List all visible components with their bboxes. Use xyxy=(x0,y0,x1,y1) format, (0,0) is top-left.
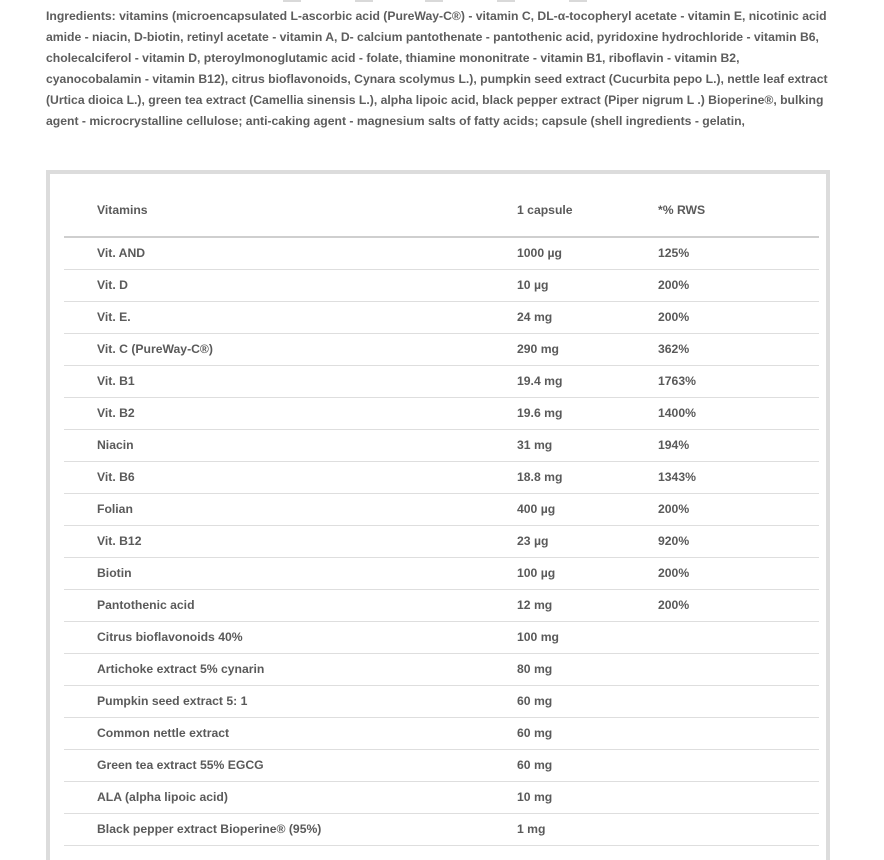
nutrition-table-frame xyxy=(46,170,830,860)
cell-nutrient: Pumpkin seed extract 5: 1 xyxy=(97,694,248,708)
table-row xyxy=(64,749,819,781)
table-row xyxy=(64,717,819,749)
cell-nutrient: Vit. B12 xyxy=(97,534,142,548)
table-row xyxy=(64,237,819,269)
table-row xyxy=(64,493,819,525)
cell-amount: 60 mg xyxy=(517,758,553,772)
tab-marker xyxy=(497,0,515,2)
cell-amount: 19.6 mg xyxy=(517,406,563,420)
table-row xyxy=(64,397,819,429)
cell-amount: 100 µg xyxy=(517,566,556,580)
table-row xyxy=(64,813,819,845)
cell-nutrient: Artichoke extract 5% cynarin xyxy=(97,662,265,676)
table-row xyxy=(64,301,819,333)
tab-marker xyxy=(355,0,373,2)
table-row xyxy=(64,685,819,717)
cell-rws xyxy=(658,621,819,653)
cell-rws: 200% xyxy=(658,502,690,516)
cell-nutrient: Vit. AND xyxy=(97,246,146,261)
cell-amount: 19.4 mg xyxy=(517,374,563,388)
cell-amount: 10 mg xyxy=(517,790,553,804)
table-row xyxy=(64,461,819,493)
tab-marker xyxy=(425,0,443,2)
cell-nutrient: Common nettle extract xyxy=(97,726,230,740)
ingredients-text: Ingredients: vitamins (microencapsulated L-ascorbic acid (PureWay-C®) - vitamin C, DL-α-tocopheryl acetate - vitamin E, nicotinic acid amide - niacin, D-biotin, retinyl acetate - vitamin A, D- calcium pantothenate - pantothenic acid, pyridoxine hydrochloride - vitamin B6, cholecalciferol - vitamin D, pteroylmonoglutamic acid - folate, thiamine mononitrate - vitamin B1, riboflavin - vitamin B2, cyanocobalamin - vitamin B12), citrus bioflavonoids, Cynara scolymus L.), pumpkin seed extract (Cucurbita pepo L.), nettle leaf extract (Urtica dioica L.), green tea extract (Camellia sinensis L.), alpha lipoic acid, black pepper extract (Piper nigrum L .) Bioperine®, bulking agent - microcrystalline cellulose; anti-caking agent - magnesium salts of fatty acids; capsule (shell ingredients - gelatin, xyxy=(46,9,828,128)
cell-amount: 290 mg xyxy=(517,342,560,356)
table-row xyxy=(64,781,819,813)
cell-nutrient: Vit. B2 xyxy=(97,406,135,420)
cell-rws: 200% xyxy=(658,598,690,612)
cell-nutrient: Vit. B6 xyxy=(97,470,135,484)
cell-rws xyxy=(658,813,819,845)
cell-rws xyxy=(658,653,819,685)
cell-amount: 1000 µg xyxy=(517,246,562,261)
cell-nutrient: Citrus bioflavonoids 40% xyxy=(97,630,243,644)
cell-nutrient: Niacin xyxy=(97,438,134,452)
cell-rws xyxy=(658,685,819,717)
table-row xyxy=(64,429,819,461)
cell-rws: 920% xyxy=(658,534,690,548)
cell-nutrient: Folian xyxy=(97,502,133,516)
cell-amount: 60 mg xyxy=(517,694,553,708)
cell-nutrient: Vit. D xyxy=(97,278,128,292)
cell-amount: 24 mg xyxy=(517,310,553,324)
cell-amount: 10 µg xyxy=(517,278,549,292)
cell-rws: 125% xyxy=(658,246,690,261)
cell-rws xyxy=(658,749,819,781)
table-row xyxy=(64,333,819,365)
table-row xyxy=(64,525,819,557)
cell-nutrient: Pantothenic acid xyxy=(97,598,195,612)
table-row xyxy=(64,589,819,621)
cell-rws: 1763% xyxy=(658,374,696,388)
table-row xyxy=(64,365,819,397)
cell-rws: 1400% xyxy=(658,406,696,420)
cell-rws: 194% xyxy=(658,438,690,452)
cell-amount: 23 µg xyxy=(517,534,549,548)
cell-rws: 200% xyxy=(658,310,690,324)
cell-amount: 60 mg xyxy=(517,726,553,740)
cell-rws: 362% xyxy=(658,342,690,356)
cell-nutrient: ALA (alpha lipoic acid) xyxy=(97,790,228,804)
table-body xyxy=(64,237,819,845)
cell-rws: 200% xyxy=(658,566,690,580)
cell-rws: 200% xyxy=(658,278,690,292)
header-per-capsule: 1 capsule xyxy=(517,203,573,217)
cell-amount: 18.8 mg xyxy=(517,470,563,484)
tab-marker xyxy=(569,0,587,2)
cell-amount: 80 mg xyxy=(517,662,553,676)
cell-amount: 1 mg xyxy=(517,822,546,836)
cell-nutrient: Green tea extract 55% EGCG xyxy=(97,758,264,772)
header-vitamins: Vitamins xyxy=(97,203,148,217)
cell-amount: 400 µg xyxy=(517,502,556,516)
table-header-row xyxy=(64,184,819,237)
cell-nutrient: Vit. E. xyxy=(97,310,131,324)
nutrition-table xyxy=(64,184,819,846)
cell-nutrient: Biotin xyxy=(97,566,132,580)
cell-rws xyxy=(658,717,819,749)
table-row xyxy=(64,621,819,653)
header-rws: *% RWS xyxy=(658,203,706,217)
table-row xyxy=(64,653,819,685)
cell-nutrient: Vit. C (PureWay-C®) xyxy=(97,342,213,356)
cell-amount: 31 mg xyxy=(517,438,553,452)
table-row xyxy=(64,557,819,589)
cell-rws xyxy=(658,781,819,813)
cell-nutrient: Black pepper extract Bioperine® (95%) xyxy=(97,822,322,836)
cell-rws: 1343% xyxy=(658,470,696,484)
cell-amount: 100 mg xyxy=(517,630,560,644)
table-row xyxy=(64,269,819,301)
cell-nutrient: Vit. B1 xyxy=(97,374,135,388)
cell-amount: 12 mg xyxy=(517,598,553,612)
tab-marker xyxy=(283,0,301,2)
